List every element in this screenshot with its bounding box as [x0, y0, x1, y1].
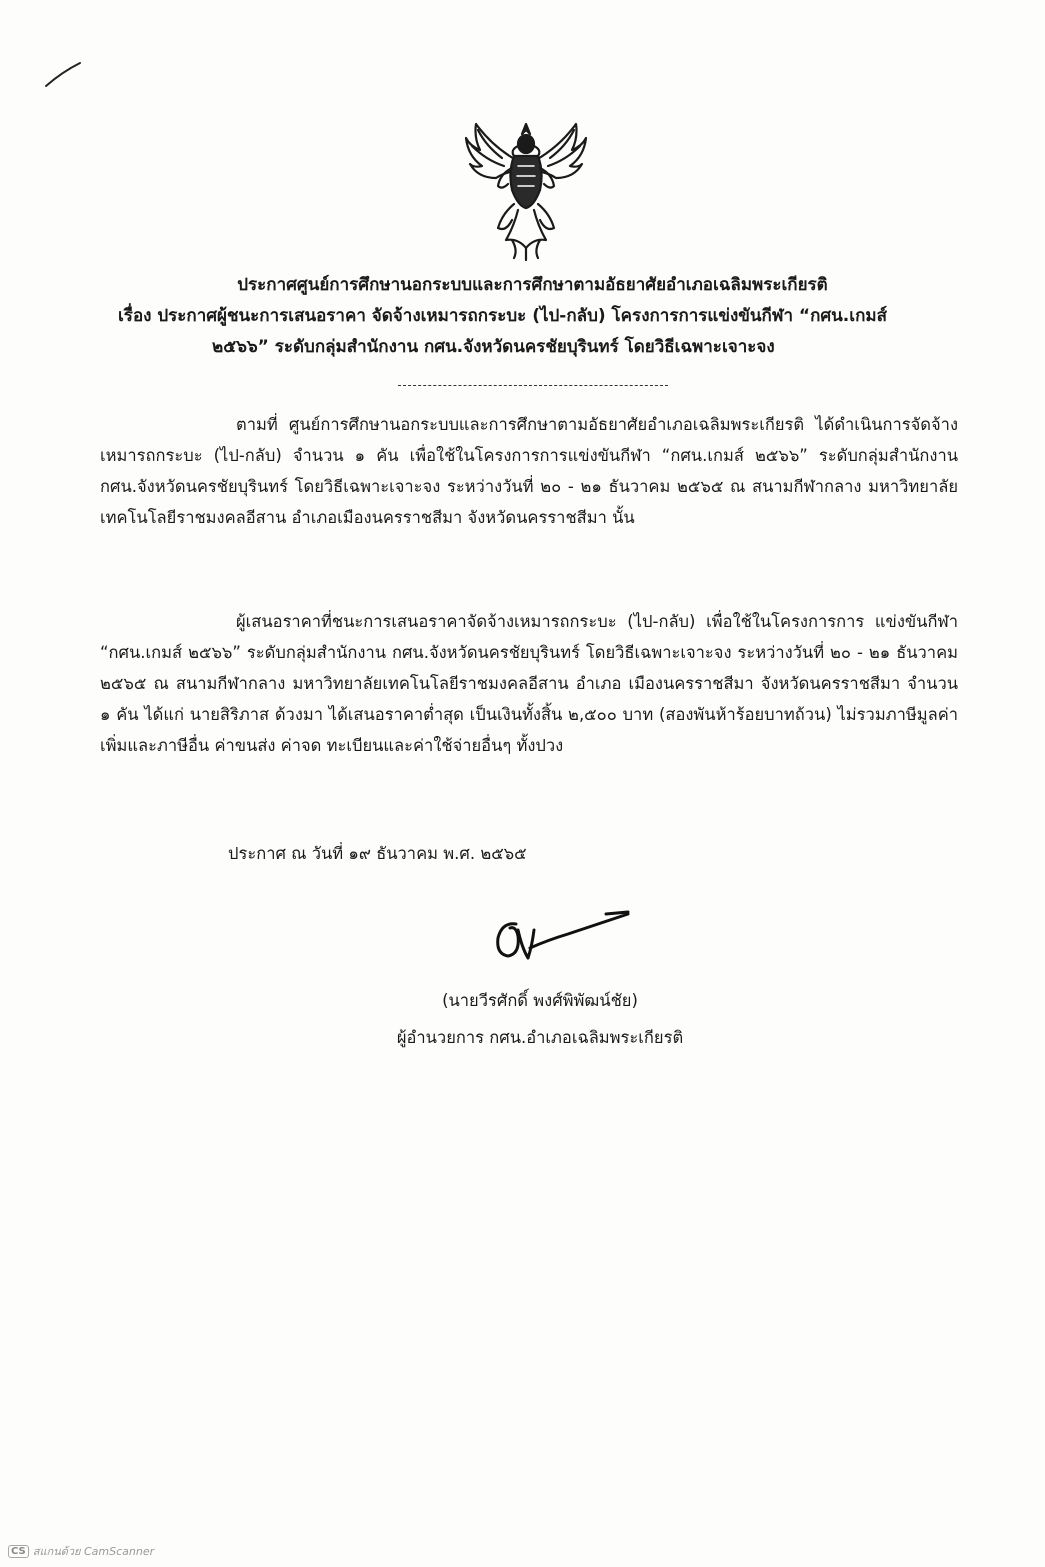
header-title: ประกาศศูนย์การศึกษานอกระบบและการศึกษาตามอัธยาศัยอำเภอเฉลิมพระเกียรติ	[237, 275, 828, 295]
body-paragraph-2: ผู้เสนอราคาที่ชนะการเสนอราคาจัดจ้างเหมารถกระบะ (ไป-กลับ) เพื่อใช้ในโครงการการ แข่งขันกีฬา “กศน.เกมส์ ๒๕๖๖” ระดับกลุ่มสำนักงาน กศน.จังหวัดนครชัยบุรินทร์ โดยวิธีเฉพาะเจาะจง ระหว่างวันที่ ๒๐ - ๒๑ ธันวาคม ๒๕๖๕ ณ สนามกีฬากลาง มหาวิทยาลัยเทคโนโลยีราชมงคลอีสาน อำเภอ เมืองนครราชสีมา จังหวัดนครราชสีมา จำนวน ๑ คัน ได้แก่ นายสิริภาส ด้วงมา ได้เสนอราคาต่ำสุด เป็นเงินทั้งสิ้น ๒,๕๐๐ บาท (สองพันห้าร้อยบาทถ้วน) ไม่รวมภาษีมูลค่าเพิ่มและภาษีอื่น ค่าขนส่ง ค่าจด ทะเบียนและค่าใช้จ่ายอื่นๆ ทั้งปวง	[100, 612, 958, 755]
document-header	[90, 270, 955, 363]
signer-title: ผู้อำนวยการ กศน.อำเภอเฉลิมพระเกียรติ	[396, 1028, 684, 1047]
garuda-emblem-icon	[462, 116, 590, 262]
body-paragraph-1: ตามที่ ศูนย์การศึกษานอกระบบและการศึกษาตามอัธยาศัยอำเภอเฉลิมพระเกียรติ ได้ดำเนินการจัดจ้างเหมารถกระบะ (ไป-กลับ) จำนวน ๑ คัน เพื่อใช้ในโครงการการแข่งขันกีฬา “กศน.เกมส์ ๒๕๖๖” ระดับกลุ่มสำนักงาน กศน.จังหวัดนครชัยบุรินทร์ โดยวิธีเฉพาะเจาะจง ระหว่างวันที่ ๒๐ - ๒๑ ธันวาคม ๒๕๖๕ ณ สนามกีฬากลาง มหาวิทยาลัยเทคโนโลยีราชมงคลอีสาน อำเภอเมืองนครราชสีมา จังหวัดนครราชสีมา นั้น	[100, 415, 958, 527]
pen-mark	[44, 60, 84, 90]
camscanner-icon: CS	[8, 1545, 29, 1558]
handwritten-signature	[488, 900, 638, 972]
dashed-divider	[398, 385, 668, 386]
scanner-text: สแกนด้วย CamScanner	[32, 1545, 155, 1558]
signer-name: (นายวีรศักดิ์ พงศ์พิพัฒน์ชัย)	[442, 991, 638, 1010]
scanner-watermark	[8, 1542, 154, 1560]
announcement-date: ประกาศ ณ วันที่ ๑๙ ธันวาคม พ.ศ. ๒๕๖๕	[228, 844, 527, 863]
header-subject: เรื่อง ประกาศผู้ชนะการเสนอราคา จัดจ้างเหมารถกระบะ (ไป-กลับ) โครงการการแข่งขันกีฬา “กศน.เกมส์	[118, 306, 887, 326]
header-subject-continued: ๒๕๖๖” ระดับกลุ่มสำนักงาน กศน.จังหวัดนครชัยบุรินทร์ โดยวิธีเฉพาะเจาะจง	[212, 337, 775, 357]
